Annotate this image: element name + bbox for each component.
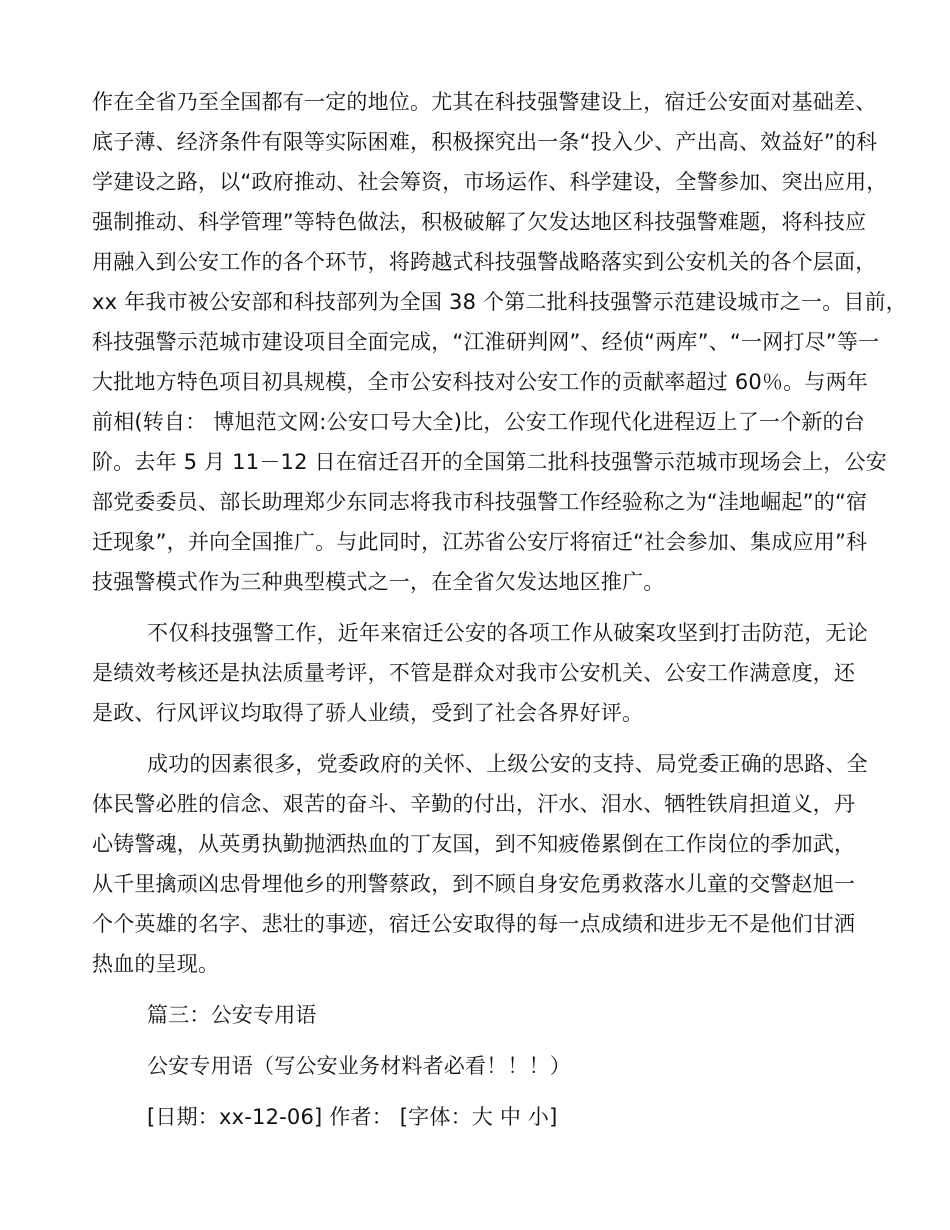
- paragraph-line: 科技强警示范城市建设项目全面完成，“江淮研判网”、经侦“两库”、“一网打尽”等一: [92, 330, 880, 354]
- paragraph-line: 个个英雄的名字、悲壮的事迹，宿迁公安取得的每一点成绩和进步无不是他们甘洒: [92, 912, 856, 936]
- paragraph-line: 体民警必胜的信念、艰苦的奋斗、辛勤的付出，汗水、泪水、牺牲铁肩担道义，丹: [92, 792, 856, 816]
- paragraph-line: 用融入到公安工作的各个环节，将跨越式科技强警战略落实到公安机关的各个层面，: [92, 250, 877, 274]
- paragraph-line: 从千里擒顽凶忠骨埋他乡的刑警蔡政，到不顾自身安危勇救落水儿童的交警赵旭一: [92, 872, 856, 896]
- paragraph-line: 热血的呈现。: [92, 952, 220, 976]
- paragraph-line: 成功的因素很多，党委政府的关怀、上级公安的支持、局党委正确的思路、全: [147, 752, 868, 776]
- paragraph-line: 学建设之路，以“政府推动、社会筹资，市场运作、科学建设，全警参加、突出应用，: [92, 170, 888, 194]
- paragraph-line: 强制推动、科学管理”等特色做法，积极破解了欠发达地区科技强警难题，将科技应: [92, 210, 867, 234]
- paragraph-line: 阶。去年 5 月 11－12 日在宿迁召开的全国第二批科技强警示范城市现场会上，公安: [92, 450, 887, 474]
- paragraph-line: 部党委委员、部长助理郑少东同志将我市科技强警工作经验称之为“洼地崛起”的“宿: [92, 490, 868, 514]
- paragraph-line: 迁现象”，并向全国推广。与此同时，江苏省公安厅将宿迁“社会参加、集成应用”科: [92, 530, 868, 554]
- article-meta: [日期：xx-12-06] 作者： [字体：大 中 小]: [147, 1105, 558, 1129]
- paragraph-line: 前相(转自： 博旭范文网:公安口号大全)比，公安工作现代化进程迈上了一个新的台: [92, 410, 865, 434]
- paragraph-line: 底子薄、经济条件有限等实际困难，积极探究出一条“投入少、产出高、效益好”的科: [92, 130, 878, 154]
- paragraph-line: 技强警模式作为三种典型模式之一，在全省欠发达地区推广。: [92, 570, 665, 594]
- article-title: 公安专用语（写公安业务材料者必看！！！）: [147, 1054, 571, 1078]
- paragraph-line: 是政、行风评议均取得了骄人业绩，受到了社会各界好评。: [92, 701, 644, 725]
- paragraph-line: 是绩效考核还是执法质量考评，不管是群众对我市公安机关、公安工作满意度，还: [92, 661, 856, 685]
- paragraph-line: 作在全省乃至全国都有一定的地位。尤其在科技强警建设上，宿迁公安面对基础差、: [92, 90, 877, 114]
- paragraph-line: 不仅科技强警工作，近年来宿迁公安的各项工作从破案攻坚到打击防范，无论: [147, 621, 868, 645]
- paragraph-line: 心铸警魂，从英勇执勤抛洒热血的丁友国，到不知疲倦累倒在工作岗位的季加武，: [92, 832, 856, 856]
- paragraph-line: 大批地方特色项目初具规模，全市公安科技对公安工作的贡献率超过 60％。与两年: [92, 370, 868, 394]
- section-heading: 篇三：公安专用语: [147, 1003, 317, 1027]
- paragraph-line: xx 年我市被公安部和科技部列为全国 38 个第二批科技强警示范建设城市之一。目前，: [92, 290, 907, 314]
